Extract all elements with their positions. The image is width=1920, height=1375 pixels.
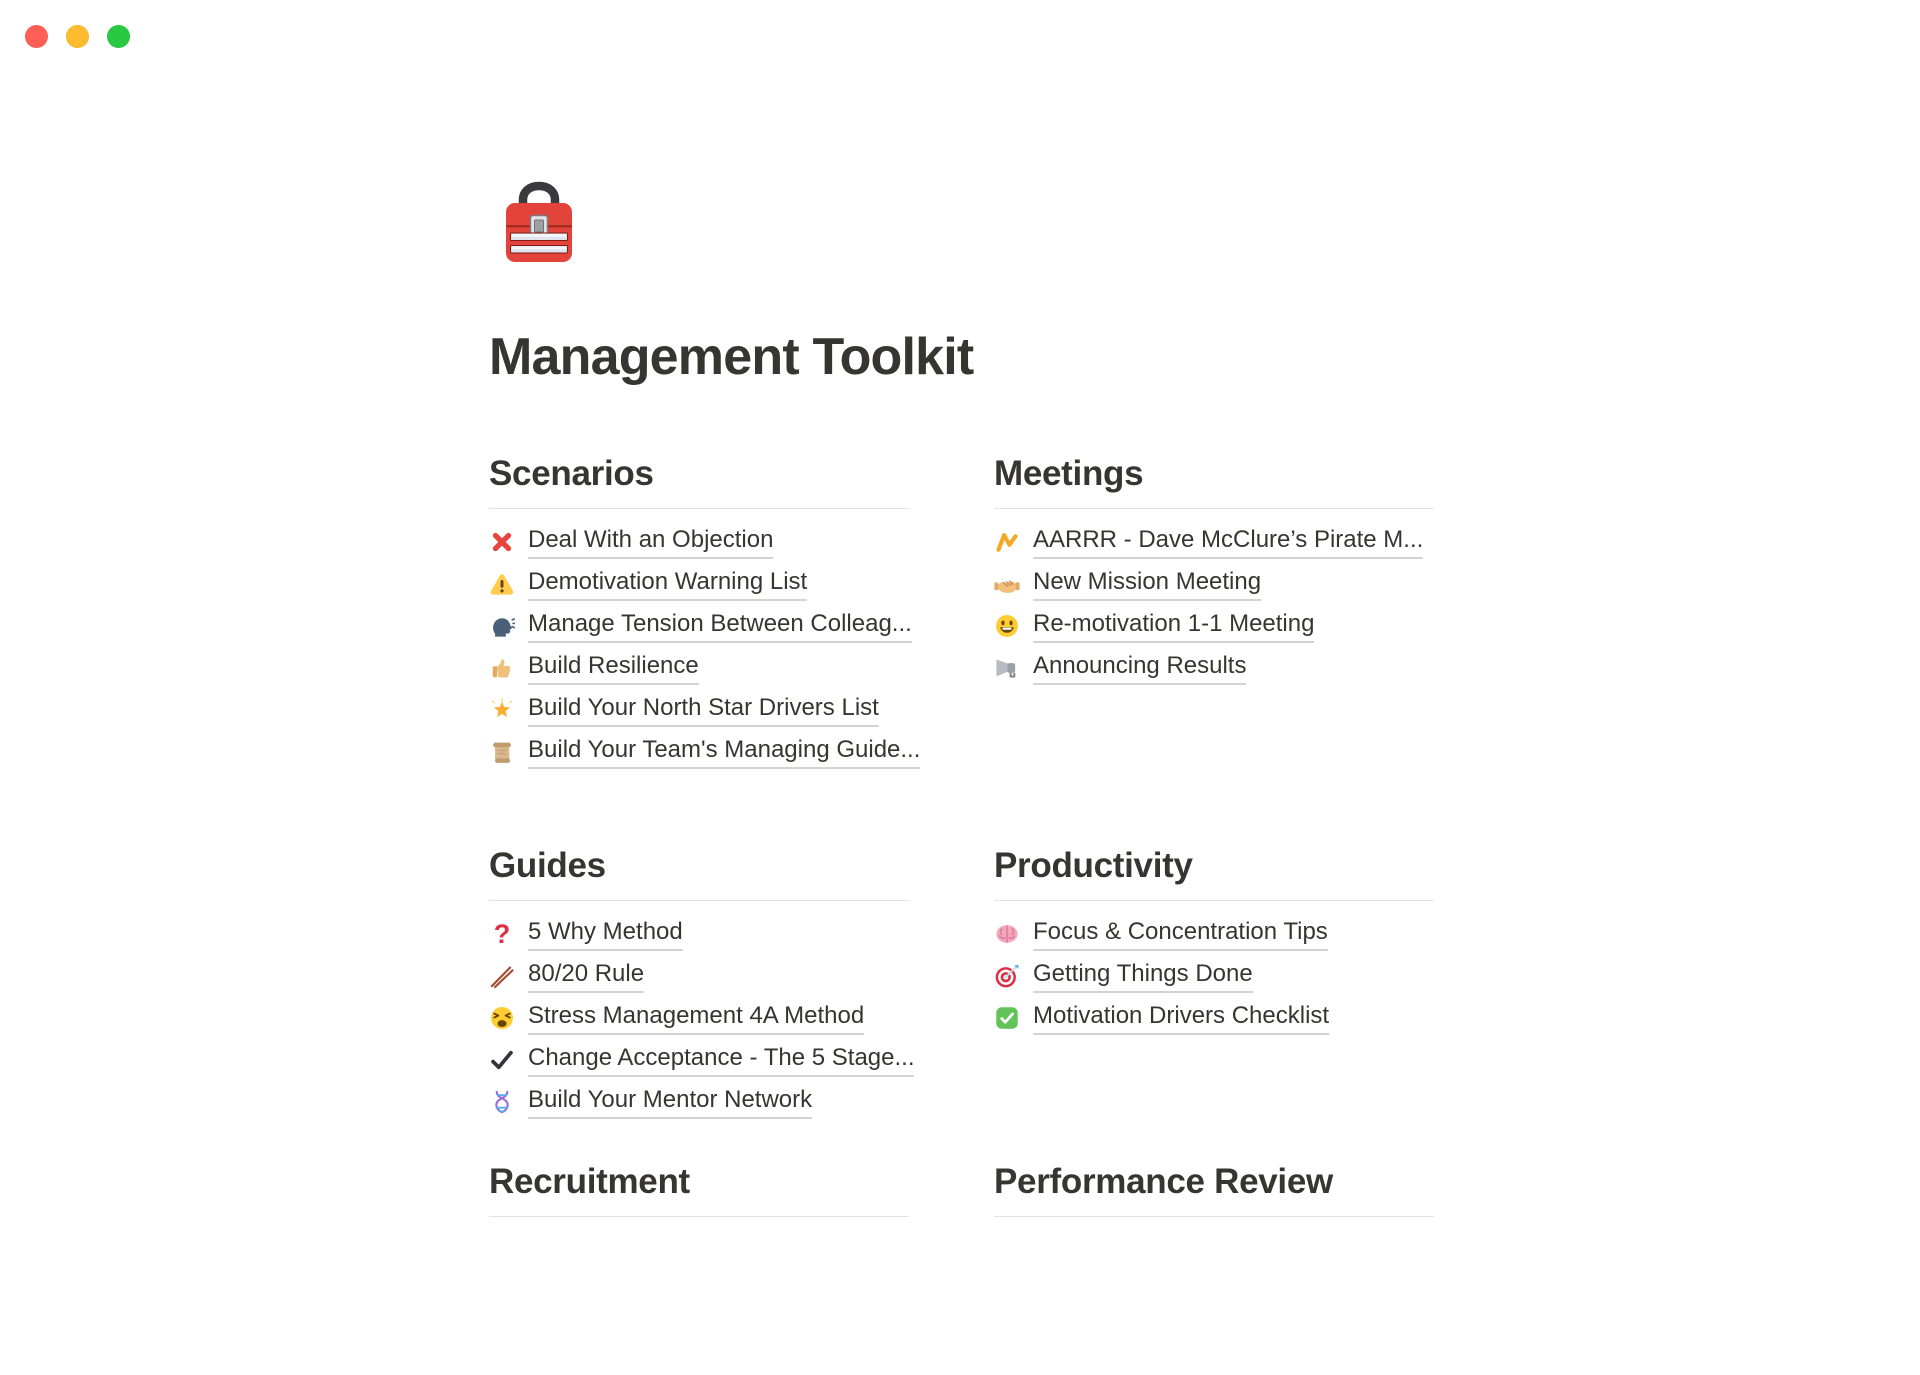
section-title[interactable]: Performance Review	[994, 1162, 1333, 1201]
page-link-row	[489, 689, 909, 731]
page-link-row	[489, 1081, 909, 1123]
page-link[interactable]: Focus & Concentration Tips	[1033, 917, 1328, 951]
section-list	[489, 913, 915, 1123]
dna-icon	[489, 1089, 515, 1115]
target-icon	[994, 963, 1020, 989]
page-link[interactable]: Announcing Results	[1033, 651, 1246, 685]
page-link[interactable]: Deal With an Objection	[528, 525, 773, 559]
chopsticks-icon	[489, 963, 515, 989]
page-title[interactable]: Management Toolkit	[489, 328, 974, 386]
page-link[interactable]: Build Your Team's Managing Guide...	[528, 735, 920, 769]
window-controls	[25, 25, 130, 48]
page-link-row	[489, 521, 909, 563]
page-link-row	[489, 997, 909, 1039]
tired-face-icon	[489, 1005, 515, 1031]
page-link-row	[489, 913, 909, 955]
heavy-check-icon	[489, 1047, 515, 1073]
section-scenarios	[489, 449, 921, 773]
page-link-row	[489, 1039, 915, 1081]
section-list	[994, 521, 1434, 689]
section-title[interactable]: Scenarios	[489, 454, 654, 493]
section-divider	[994, 900, 1434, 901]
page-link[interactable]: 5 Why Method	[528, 917, 683, 951]
section-productivity	[994, 841, 1434, 1123]
section-recruitment	[489, 1157, 909, 1229]
cross-mark-icon	[489, 529, 515, 555]
zoom-window-button[interactable]	[107, 25, 130, 48]
page-link-row	[994, 521, 1434, 563]
section-list	[489, 521, 921, 773]
question-mark-icon: ?	[493, 919, 511, 949]
page-link[interactable]: Build Your Mentor Network	[528, 1085, 812, 1119]
page-link-row	[994, 955, 1434, 997]
section-performance-review	[994, 1157, 1434, 1229]
page-link[interactable]: Getting Things Done	[1033, 959, 1253, 993]
section-title[interactable]: Guides	[489, 846, 606, 885]
page-link-row	[489, 647, 909, 689]
page-link[interactable]: Stress Management 4A Method	[528, 1001, 864, 1035]
grinning-face-icon	[994, 613, 1020, 639]
page-link[interactable]: Manage Tension Between Colleag...	[528, 609, 912, 643]
section-title[interactable]: Meetings	[994, 454, 1144, 493]
page-link-row	[994, 997, 1434, 1039]
close-window-button[interactable]	[25, 25, 48, 48]
page-link[interactable]: New Mission Meeting	[1033, 567, 1261, 601]
check-mark-button-icon	[994, 1005, 1020, 1031]
speaking-head-icon	[489, 613, 515, 639]
loudspeaker-icon	[994, 655, 1020, 681]
section-title[interactable]: Recruitment	[489, 1162, 690, 1201]
section-divider	[489, 1216, 909, 1217]
section-meetings	[994, 449, 1434, 773]
window-titlebar	[0, 0, 1920, 52]
page-link-row	[489, 605, 912, 647]
page-link[interactable]: Re-motivation 1-1 Meeting	[1033, 609, 1314, 643]
page-link-row	[489, 955, 909, 997]
part-alternation-mark-icon	[994, 529, 1020, 555]
page-link-row	[489, 563, 909, 605]
page-link-row	[489, 731, 921, 773]
page-link-row	[994, 913, 1434, 955]
handshake-icon	[994, 571, 1020, 597]
scroll-icon	[489, 739, 515, 765]
section-list	[994, 913, 1434, 1039]
brain-icon	[994, 921, 1020, 947]
section-divider	[489, 900, 909, 901]
thumbs-up-icon	[489, 655, 515, 681]
page-link-row	[994, 563, 1434, 605]
minimize-window-button[interactable]	[66, 25, 89, 48]
toolbox-icon[interactable]	[489, 175, 589, 275]
page-link[interactable]: Change Acceptance - The 5 Stage...	[528, 1043, 914, 1077]
page-link-row	[994, 605, 1434, 647]
section-title[interactable]: Productivity	[994, 846, 1193, 885]
page-link[interactable]: AARRR - Dave McClure’s Pirate M...	[1033, 525, 1423, 559]
section-divider	[994, 508, 1434, 509]
page-link[interactable]: Build Resilience	[528, 651, 699, 685]
section-divider	[489, 508, 909, 509]
page-link-row	[994, 647, 1434, 689]
section-divider	[994, 1216, 1434, 1217]
warning-icon	[489, 571, 515, 597]
section-guides	[489, 841, 915, 1123]
glowing-star-icon	[489, 697, 515, 723]
sections-grid	[489, 449, 1435, 1229]
page-link[interactable]: Demotivation Warning List	[528, 567, 807, 601]
page-link[interactable]: Build Your North Star Drivers List	[528, 693, 879, 727]
page-link[interactable]: 80/20 Rule	[528, 959, 644, 993]
notion-page	[489, 175, 1435, 1229]
page-link[interactable]: Motivation Drivers Checklist	[1033, 1001, 1329, 1035]
